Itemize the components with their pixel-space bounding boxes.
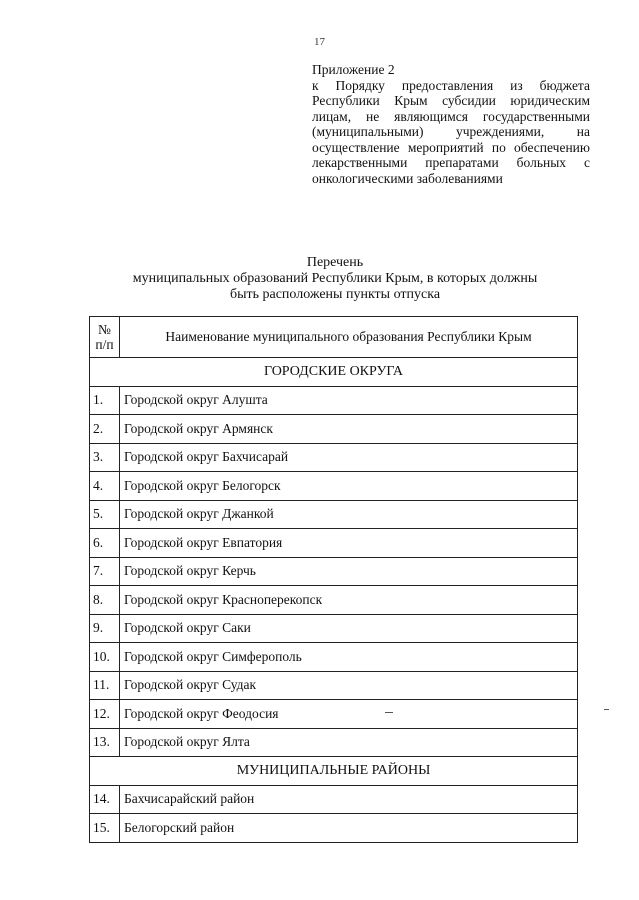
row-name: Городской округ Джанкой bbox=[120, 500, 578, 529]
row-number: 13. bbox=[90, 728, 120, 757]
table-row bbox=[90, 557, 578, 586]
header-number-line-2: п/п bbox=[95, 337, 114, 352]
table-row bbox=[90, 814, 578, 843]
heading-line-2: быть расположены пункты отпуска bbox=[229, 287, 441, 302]
row-name: Городской округ Красноперекопск bbox=[120, 586, 578, 615]
row-number: 6. bbox=[90, 529, 120, 558]
table-row bbox=[90, 700, 578, 729]
table-row bbox=[90, 386, 578, 415]
row-number: 12. bbox=[90, 700, 120, 729]
row-name: Городской округ Феодосия bbox=[120, 700, 578, 729]
row-number: 9. bbox=[90, 614, 120, 643]
municipalities-table bbox=[89, 316, 578, 843]
table-row bbox=[90, 671, 578, 700]
row-name: Городской округ Саки bbox=[120, 614, 578, 643]
table-row bbox=[90, 586, 578, 615]
section-row bbox=[90, 757, 578, 786]
row-name: Городской округ Евпатория bbox=[120, 529, 578, 558]
row-name: Бахчисарайский район bbox=[120, 785, 578, 814]
row-name: Городской округ Керчь bbox=[120, 557, 578, 586]
row-name: Городской округ Армянск bbox=[120, 415, 578, 444]
section-urban-districts: ГОРОДСКИЕ ОКРУГА bbox=[90, 358, 578, 387]
page-number: 17 bbox=[314, 36, 325, 48]
header-number bbox=[90, 317, 120, 358]
row-number: 1. bbox=[90, 386, 120, 415]
row-number: 5. bbox=[90, 500, 120, 529]
row-number: 14. bbox=[90, 785, 120, 814]
table-row bbox=[90, 614, 578, 643]
heading-title: Перечень bbox=[306, 255, 364, 270]
row-name: Городской округ Судак bbox=[120, 671, 578, 700]
document-heading bbox=[90, 255, 580, 303]
table-row bbox=[90, 785, 578, 814]
row-number: 10. bbox=[90, 643, 120, 672]
table-row bbox=[90, 472, 578, 501]
header-number-line-1: № bbox=[98, 322, 111, 337]
appendix-title: Приложение 2 bbox=[312, 62, 395, 77]
scan-speck bbox=[604, 709, 609, 710]
row-name: Белогорский район bbox=[120, 814, 578, 843]
row-number: 4. bbox=[90, 472, 120, 501]
row-number: 15. bbox=[90, 814, 120, 843]
row-name: Городской округ Алушта bbox=[120, 386, 578, 415]
row-number: 2. bbox=[90, 415, 120, 444]
table-row bbox=[90, 443, 578, 472]
table-header-row bbox=[90, 317, 578, 358]
heading-line-1: муниципальных образований Республики Крым, в которых должны bbox=[132, 271, 538, 286]
row-name: Городской округ Ялта bbox=[120, 728, 578, 757]
row-name: Городской округ Белогорск bbox=[120, 472, 578, 501]
header-name: Наименование муниципального образования Республики Крым bbox=[120, 317, 578, 358]
row-number: 11. bbox=[90, 671, 120, 700]
row-number: 8. bbox=[90, 586, 120, 615]
table-row bbox=[90, 728, 578, 757]
table-row bbox=[90, 643, 578, 672]
table-row bbox=[90, 500, 578, 529]
row-name: Городской округ Бахчисарай bbox=[120, 443, 578, 472]
table-row bbox=[90, 529, 578, 558]
row-number: 3. bbox=[90, 443, 120, 472]
appendix-body: к Порядку предоставления из бюджета Республики Крым субсидии юридическим лицам, не являющимся государственными (муниципальными) учреждениями, на осуществление мероприятий по обеспечению лекарственными препаратами больных с онкологическими заболеваниями bbox=[312, 77, 590, 186]
table-row bbox=[90, 415, 578, 444]
scan-speck bbox=[385, 712, 393, 713]
row-number: 7. bbox=[90, 557, 120, 586]
appendix-block bbox=[312, 62, 590, 186]
section-municipal-districts: МУНИЦИПАЛЬНЫЕ РАЙОНЫ bbox=[90, 757, 578, 786]
row-name: Городской округ Симферополь bbox=[120, 643, 578, 672]
section-row bbox=[90, 358, 578, 387]
